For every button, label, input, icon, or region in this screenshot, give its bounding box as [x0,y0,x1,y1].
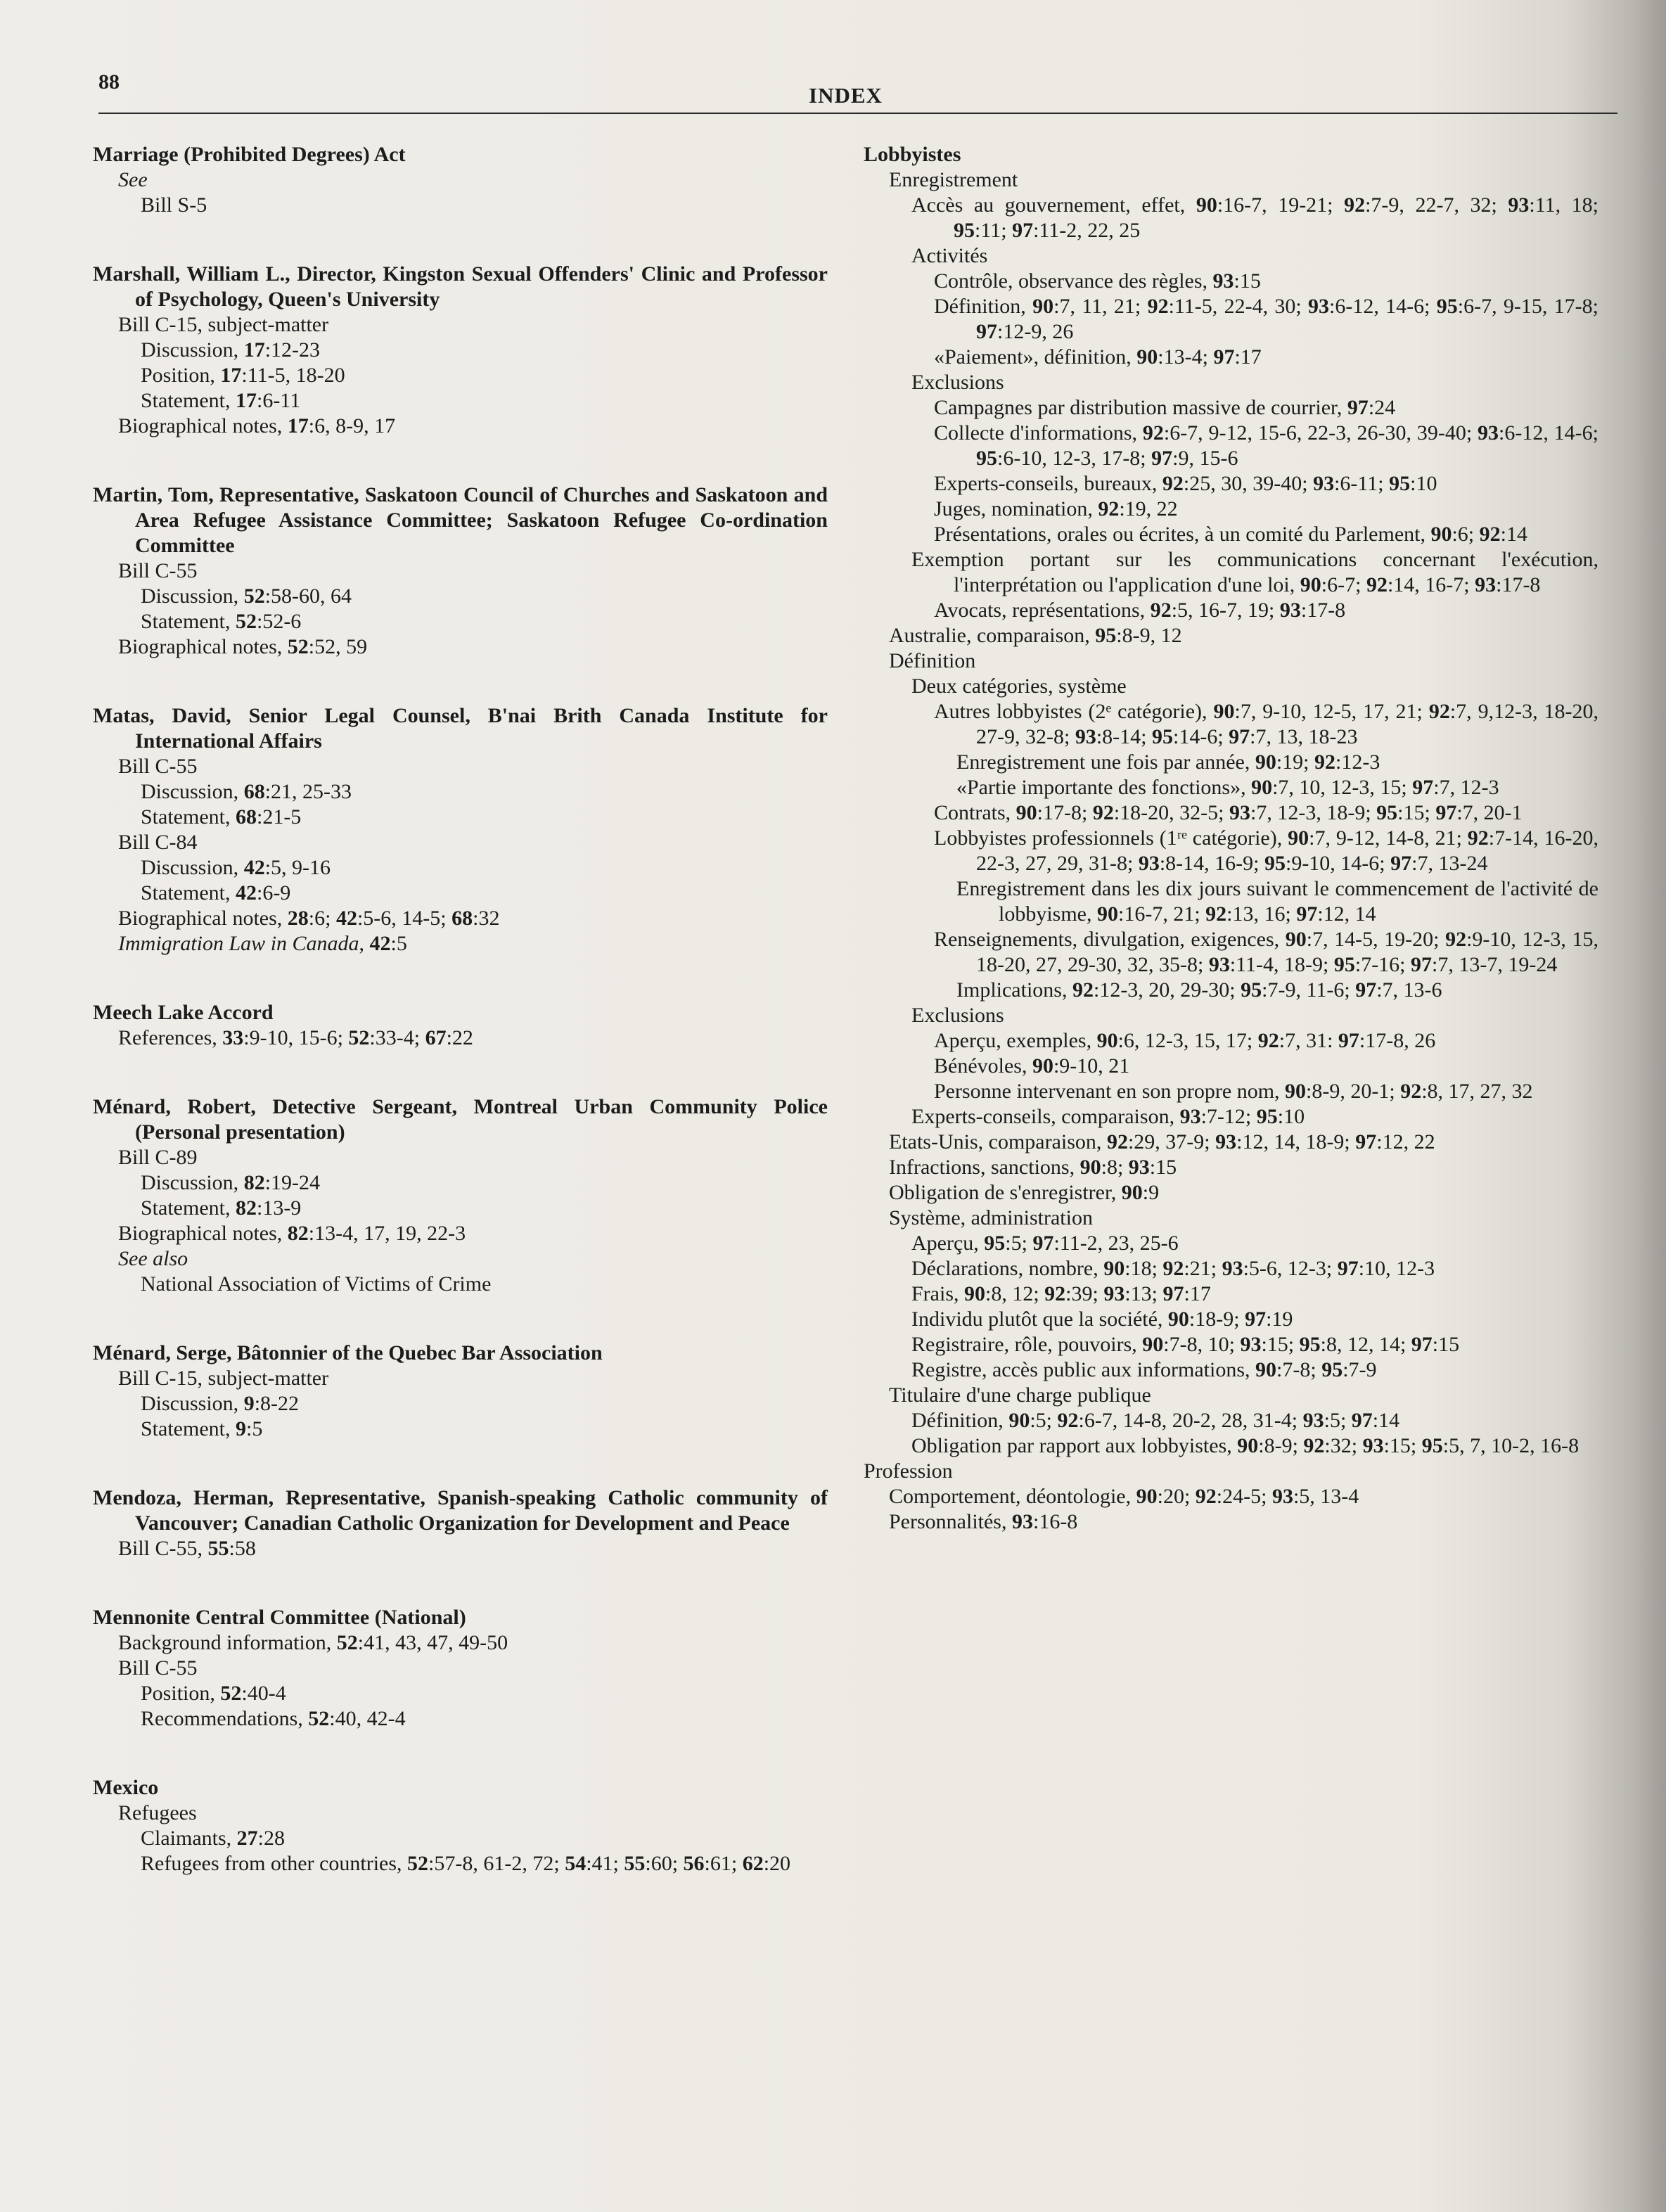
index-entry [93,1485,828,1561]
index-heading: Marshall, William L., Director, Kingston Sexual Offenders' Clinic and Professor of Psychology, Queen's University [93,262,828,311]
index-subentry: Statement, 52:52-6 [141,610,302,633]
index-subentry: Aperçu, 95:5; 97:11-2, 23, 25-6 [911,1232,1179,1255]
running-header: INDEX [809,83,883,108]
index-subentry: Discussion, 9:8-22 [141,1392,300,1415]
index-entry [93,1775,828,1877]
index-subentry: Lobbyistes professionnels (1ʳᵉ catégorie), 90:7, 9-12, 14-8, 21; 92:7-14, 16-20, 22-3, 27, 29, 31-8; 93:8-14, 16-9; 95:9-10, 14-6; 97:7, 13-24 [934,826,1598,875]
index-subentry: Individu plutôt que la société, 90:18-9; 97:19 [911,1308,1293,1331]
index-subentry: Discussion, 68:21, 25-33 [141,780,352,803]
index-subentry: Frais, 90:8, 12; 92:39; 93:13; 97:17 [911,1282,1211,1305]
index-subentry: References, 33:9-10, 15-6; 52:33-4; 67:22 [118,1026,473,1049]
index-subentry: Exclusions [911,1004,1004,1027]
index-subentry: Deux catégories, système [911,675,1127,698]
index-subentry: Statement, 17:6-11 [141,389,301,412]
index-subentry: Obligation par rapport aux lobbyistes, 90:8-9; 92:32; 93:15; 95:5, 7, 10-2, 16-8 [911,1434,1580,1457]
index-entry [93,1341,828,1442]
index-entry [93,703,828,957]
index-subentry: Enregistrement une fois par année, 90:19; 92:12-3 [956,750,1380,774]
index-subentry: Experts-conseils, bureaux, 92:25, 30, 39-40; 93:6-11; 95:10 [934,472,1437,495]
index-subentry: Position, 17:11-5, 18-20 [141,364,345,387]
index-subentry: Déclarations, nombre, 90:18; 92:21; 93:5-6, 12-3; 97:10, 12-3 [911,1257,1435,1280]
index-subentry: Collecte d'informations, 92:6-7, 9-12, 15-6, 22-3, 26-30, 39-40; 93:6-12, 14-6; 95:6-10, 12-3, 17-8; 97:9, 15-6 [934,421,1598,470]
index-subentry: Activités [911,244,988,267]
index-subentry: Personnalités, 93:16-8 [889,1510,1078,1533]
index-subentry: Contrôle, observance des règles, 93:15 [934,269,1261,293]
index-subentry: Biographical notes, 82:13-4, 17, 19, 22-3 [118,1222,466,1245]
index-subentry: Discussion, 17:12-23 [141,338,321,362]
index-subentry: Avocats, représentations, 92:5, 16-7, 19; 93:17-8 [934,599,1346,622]
index-entry [93,1605,828,1732]
index-subentry: Claimants, 27:28 [141,1827,285,1850]
index-subentry: Enregistrement dans les dix jours suivant le commencement de l'activité de lobbyisme, 90:16-7, 21; 92:13, 16; 97:12, 14 [956,877,1598,926]
index-heading: Ménard, Robert, Detective Sergeant, Montreal Urban Community Police (Personal presentation) [93,1095,828,1144]
index-subentry: Etats-Unis, comparaison, 92:29, 37-9; 93:12, 14, 18-9; 97:12, 22 [889,1130,1435,1153]
index-subentry: Accès au gouvernement, effet, 90:16-7, 19-21; 92:7-9, 22-7, 32; 93:11, 18; 95:11; 97:11-2, 22, 25 [911,193,1598,242]
index-subentry: Bill S-5 [141,193,207,217]
index-subentry: Bénévoles, 90:9-10, 21 [934,1054,1130,1078]
index-entry [93,262,828,439]
index-subentry: «Paiement», définition, 90:13-4; 97:17 [934,345,1262,369]
index-heading: Mendoza, Herman, Representative, Spanish-speaking Catholic community of Vancouver; Canadian Catholic Organization for Development and Peace [93,1486,828,1535]
index-heading: Mennonite Central Committee (National) [93,1606,466,1629]
index-subentry: Registraire, rôle, pouvoirs, 90:7-8, 10; 93:15; 95:8, 12, 14; 97:15 [911,1333,1460,1356]
header-rule [98,113,1617,114]
index-subentry: Biographical notes, 17:6, 8-9, 17 [118,414,396,437]
left-column [93,142,828,1920]
index-subentry: Juges, nomination, 92:19, 22 [934,497,1178,520]
index-subentry: Biographical notes, 52:52, 59 [118,635,368,658]
index-subentry: Discussion, 82:19-24 [141,1171,321,1194]
index-subentry: Discussion, 52:58-60, 64 [141,584,352,608]
index-heading: Meech Lake Accord [93,1001,274,1024]
index-subentry: Infractions, sanctions, 90:8; 93:15 [889,1156,1177,1179]
index-subentry: Système, administration [889,1206,1093,1229]
index-entry [93,1000,828,1051]
index-entry [864,142,1598,1535]
index-subentry: Experts-conseils, comparaison, 93:7-12; 95:10 [911,1105,1305,1128]
index-subentry: Définition, 90:5; 92:6-7, 14-8, 20-2, 28, 31-4; 93:5; 97:14 [911,1409,1400,1432]
index-subentry: Refugees [118,1801,197,1824]
index-subentry: Immigration Law in Canada, 42:5 [118,932,407,955]
index-heading: Marriage (Prohibited Degrees) Act [93,143,406,166]
index-subentry: Définition, 90:7, 11, 21; 92:11-5, 22-4, 30; 93:6-12, 14-6; 95:6-7, 9-15, 17-8; 97:12-9, 26 [934,295,1598,343]
index-subentry: Titulaire d'une charge publique [889,1383,1151,1407]
index-subentry: Bill C-15, subject-matter [118,1367,329,1390]
index-subentry: Bill C-84 [118,831,198,854]
index-subentry: Bill C-15, subject-matter [118,313,329,336]
index-subentry: Position, 52:40-4 [141,1682,286,1705]
index-entry [93,1094,828,1297]
index-subentry: Registre, accès public aux informations, 90:7-8; 95:7-9 [911,1358,1377,1381]
index-subentry: Obligation de s'enregistrer, 90:9 [889,1181,1160,1204]
index-subentry: «Partie importante des fonctions», 90:7, 10, 12-3, 15; 97:7, 12-3 [956,776,1499,799]
index-subentry: Australie, comparaison, 95:8-9, 12 [889,624,1182,647]
index-subentry: Statement, 68:21-5 [141,805,302,829]
index-subentry: Discussion, 42:5, 9-16 [141,856,331,879]
index-subentry: Statement, 82:13-9 [141,1196,302,1220]
index-subentry: Statement, 42:6-9 [141,881,291,904]
index-subentry: Profession [864,1459,953,1483]
index-heading: Matas, David, Senior Legal Counsel, B'nai Brith Canada Institute for International Affairs [93,704,828,753]
index-subentry: Bill C-55 [118,1656,198,1680]
index-entry [93,142,828,218]
index-subentry: Exemption portant sur les communications concernant l'exécution, l'interprétation ou l'application d'une loi, 90:6-7; 92:14, 16-7; 93:17-8 [911,548,1598,596]
index-subentry: Recommendations, 52:40, 42-4 [141,1707,406,1730]
index-subentry: Enregistrement [889,168,1018,191]
index-subentry: Autres lobbyistes (2ᵉ catégorie), 90:7, 9-10, 12-5, 17, 21; 92:7, 9,12-3, 18-20, 27-9, 32-8; 93:8-14; 95:14-6; 97:7, 13, 18-23 [934,700,1598,748]
index-subentry: Bill C-55 [118,559,198,582]
index-subentry: National Association of Victims of Crime [141,1272,492,1296]
index-subentry: Biographical notes, 28:6; 42:5-6, 14-5; 68:32 [118,907,500,930]
index-subentry: Background information, 52:41, 43, 47, 49-50 [118,1631,508,1654]
index-subentry: Aperçu, exemples, 90:6, 12-3, 15, 17; 92:7, 31: 97:17-8, 26 [934,1029,1436,1052]
index-subentry: See also [118,1247,188,1270]
index-subentry: Bill C-89 [118,1146,198,1169]
page-number: 88 [98,70,120,94]
index-subentry: Définition [889,649,976,672]
index-subentry: Bill C-55, 55:58 [118,1537,256,1560]
right-column [864,142,1598,1578]
index-subentry: Campagnes par distribution massive de courrier, 97:24 [934,396,1396,419]
index-heading: Martin, Tom, Representative, Saskatoon Council of Churches and Saskatoon and Area Refugee Assistance Committee; Saskatoon Refugee Co-ordination Committee [93,483,828,557]
index-subentry: Présentations, orales ou écrites, à un comité du Parlement, 90:6; 92:14 [934,523,1527,546]
index-subentry: Implications, 92:12-3, 20, 29-30; 95:7-9, 11-6; 97:7, 13-6 [956,978,1442,1002]
index-subentry: Exclusions [911,371,1004,394]
index-subentry: Contrats, 90:17-8; 92:18-20, 32-5; 93:7, 12-3, 18-9; 95:15; 97:7, 20-1 [934,801,1523,824]
index-subentry: Renseignements, divulgation, exigences, 90:7, 14-5, 19-20; 92:9-10, 12-3, 15, 18-20, 27, 29-30, 32, 35-8; 93:11-4, 18-9; 95:7-16; 97:7, 13-7, 19-24 [934,928,1598,976]
index-subentry: Bill C-55 [118,755,198,778]
index-subentry: Personne intervenant en son propre nom, 90:8-9, 20-1; 92:8, 17, 27, 32 [934,1080,1533,1103]
index-subentry: See [118,168,148,191]
index-subentry: Statement, 9:5 [141,1417,263,1440]
index-subentry: Comportement, déontologie, 90:20; 92:24-5; 93:5, 13-4 [889,1485,1359,1508]
index-heading: Mexico [93,1776,159,1799]
index-entry [93,482,828,660]
index-heading: Ménard, Serge, Bâtonnier of the Quebec Bar Association [93,1341,603,1364]
index-heading: Lobbyistes [864,143,961,166]
index-subentry: Refugees from other countries, 52:57-8, 61-2, 72; 54:41; 55:60; 56:61; 62:20 [141,1852,791,1875]
